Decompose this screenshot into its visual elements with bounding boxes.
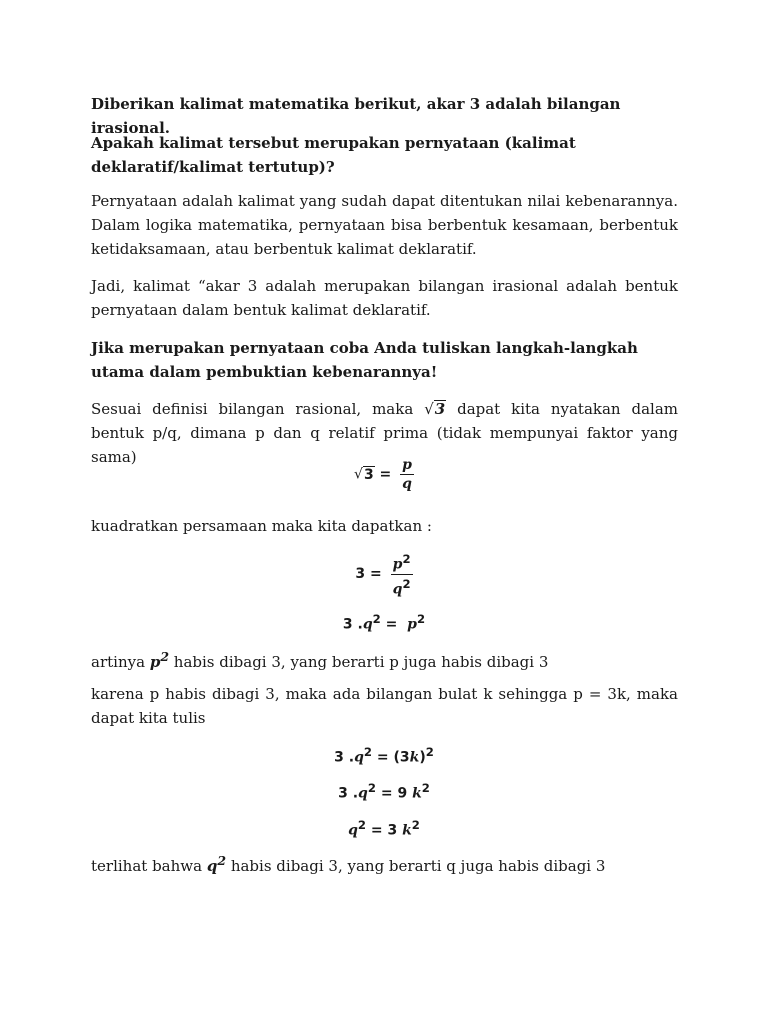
p-squared-inline: $p^2$ (149, 649, 170, 671)
equation-3-equals-p2-over-q2: 3 = $\frac{p^2}{q^2}$ (355, 552, 411, 598)
proof-intro-before: Sesuai definisi bilangan rasional, maka (91, 400, 414, 418)
proof-intro-after: dapat kita nyatakan dalam bentuk p/q, dimana p dan q relatif prima (tidak mempunyai faktor yang sama) (91, 400, 678, 466)
paragraph-statement: Diberikan kalimat matematika berikut, akar 3 adalah bilangan irasional. (91, 95, 621, 137)
paragraph-question-1: Apakah kalimat tersebut merupakan pernyataan (kalimat deklaratif/kalimat tertutup)? (91, 134, 576, 176)
p-divisible-after: habis dibagi 3, yang berarti p juga habis dibagi 3 (173, 653, 549, 671)
paragraph-q-divisible (91, 849, 678, 878)
equation-3q2-equals-p2: 3 $.q^2 = p^2$ (342, 612, 426, 633)
equation-q2-equals-3k2: $q^2 = 3$ $k^2$ (348, 818, 420, 839)
equation-sqrt3-equals-p-over-q: √3 = $\frac{p}{q}$ (354, 457, 412, 492)
sqrt-3-inline: √3 (424, 400, 446, 418)
paragraph-definition: Pernyataan adalah kalimat yang sudah dapat ditentukan nilai kebenarannya. Dalam logika matematika, pernyataan bisa berbentuk kesamaan, berbentuk ketidaksamaan, atau berbentuk kalimat deklaratif. (91, 192, 678, 258)
paragraph-p-equals-3k: karena p habis dibagi 3, maka ada bilangan bulat k sehingga p = 3k, maka dapat kita tulis (91, 685, 678, 727)
paragraph-question-2: Jika merupakan pernyataan coba Anda tuliskan langkah-langkah utama dalam pembuktian kebenarannya! (91, 339, 638, 381)
q-squared-inline: $q^2$ (206, 853, 227, 875)
equation-3q2-equals-9k2: 3 $.q^2 = 9$ $k^2$ (338, 781, 430, 802)
paragraph-square-step: kuadratkan persamaan maka kita dapatkan : (91, 517, 432, 535)
p-divisible-before: artinya (91, 653, 146, 671)
paragraph-p-divisible (91, 645, 678, 674)
paragraph-conclusion: Jadi, kalimat “akar 3 adalah merupakan bilangan irasional adalah bentuk pernyataan dalam bentuk kalimat deklaratif. (91, 277, 678, 319)
q-divisible-after: habis dibagi 3, yang berarti q juga habis dibagi 3 (230, 857, 606, 875)
q-divisible-before: terlihat bahwa (91, 857, 203, 875)
equation-3q2-equals-3k-squared: 3 $.q^2 = (3k)^2$ (334, 745, 434, 766)
